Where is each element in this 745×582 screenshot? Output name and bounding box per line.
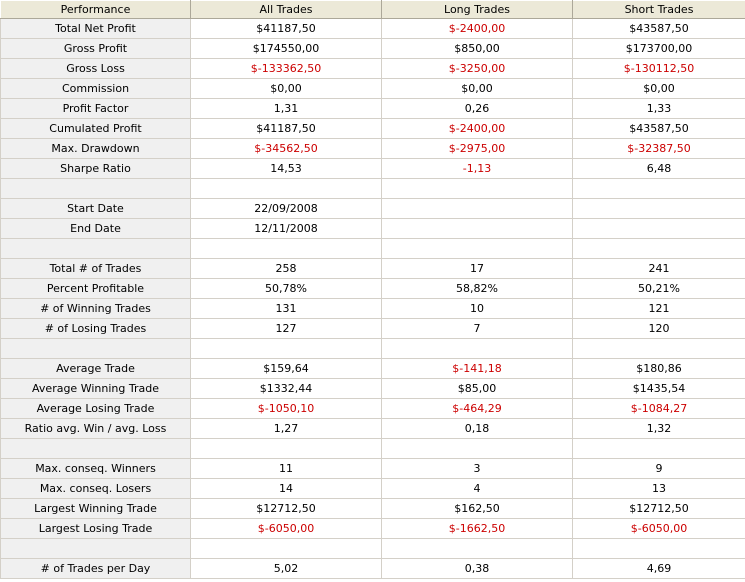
all-trades-cell: 1,31 [191,99,382,119]
long-trades-cell: $-2400,00 [382,119,573,139]
table-row[interactable] [1,139,745,159]
row-label [1,239,191,259]
short-trades-cell [573,539,745,559]
row-label: Largest Winning Trade [1,499,191,519]
table-row[interactable] [1,259,745,279]
row-label: Percent Profitable [1,279,191,299]
row-label: Largest Losing Trade [1,519,191,539]
row-label: Cumulated Profit [1,119,191,139]
table-row[interactable] [1,339,745,359]
short-trades-cell: 9 [573,459,745,479]
table-row[interactable] [1,39,745,59]
long-trades-cell [382,439,573,459]
all-trades-cell: $1332,44 [191,379,382,399]
row-label: Total # of Trades [1,259,191,279]
long-trades-cell: 0,26 [382,99,573,119]
table-row[interactable] [1,459,745,479]
short-trades-cell: 120 [573,319,745,339]
table-row[interactable] [1,419,745,439]
row-label: Start Date [1,199,191,219]
all-trades-cell [191,239,382,259]
all-trades-cell: $-133362,50 [191,59,382,79]
short-trades-cell: 4,69 [573,559,745,579]
long-trades-cell: 0,18 [382,419,573,439]
row-label: Total Net Profit [1,19,191,39]
all-trades-cell: $41187,50 [191,119,382,139]
table-row[interactable] [1,279,745,299]
all-trades-cell: $0,00 [191,79,382,99]
long-trades-cell: 58,82% [382,279,573,299]
short-trades-cell: $173700,00 [573,39,745,59]
column-header-long-trades[interactable]: Long Trades [382,1,573,19]
long-trades-cell: 17 [382,259,573,279]
long-trades-cell: $-3250,00 [382,59,573,79]
all-trades-cell: $159,64 [191,359,382,379]
row-label: # of Trades per Day [1,559,191,579]
short-trades-cell: 50,21% [573,279,745,299]
all-trades-cell: 131 [191,299,382,319]
row-label: Commission [1,79,191,99]
table-row[interactable] [1,239,745,259]
all-trades-cell: $12712,50 [191,499,382,519]
column-header-all-trades[interactable]: All Trades [191,1,382,19]
table-row[interactable] [1,519,745,539]
row-label [1,179,191,199]
long-trades-cell: -1,13 [382,159,573,179]
long-trades-cell [382,539,573,559]
all-trades-cell: 11 [191,459,382,479]
long-trades-cell: 7 [382,319,573,339]
row-label [1,439,191,459]
all-trades-cell: 258 [191,259,382,279]
long-trades-cell [382,339,573,359]
long-trades-cell: $-1662,50 [382,519,573,539]
short-trades-cell: 6,48 [573,159,745,179]
column-header-performance[interactable]: Performance [1,1,191,19]
long-trades-cell: $850,00 [382,39,573,59]
all-trades-cell [191,179,382,199]
short-trades-cell [573,339,745,359]
row-label: Average Winning Trade [1,379,191,399]
row-label [1,339,191,359]
row-label: Average Trade [1,359,191,379]
table-body [1,19,745,579]
short-trades-cell: 121 [573,299,745,319]
row-label: Gross Profit [1,39,191,59]
long-trades-cell [382,199,573,219]
short-trades-cell: 1,32 [573,419,745,439]
all-trades-cell: 14,53 [191,159,382,179]
table-row[interactable] [1,79,745,99]
table-row[interactable] [1,439,745,459]
short-trades-cell: $-32387,50 [573,139,745,159]
long-trades-cell: $162,50 [382,499,573,519]
short-trades-cell: $-1084,27 [573,399,745,419]
short-trades-cell [573,179,745,199]
table-row[interactable] [1,559,745,579]
short-trades-cell [573,219,745,239]
table-row[interactable] [1,379,745,399]
all-trades-cell: 127 [191,319,382,339]
table-row[interactable] [1,59,745,79]
row-label: Gross Loss [1,59,191,79]
row-label: Max. conseq. Winners [1,459,191,479]
long-trades-cell: $-2975,00 [382,139,573,159]
table-row[interactable] [1,319,745,339]
short-trades-cell: 241 [573,259,745,279]
row-label: Max. conseq. Losers [1,479,191,499]
short-trades-cell [573,439,745,459]
table-row[interactable] [1,539,745,559]
header-row [1,1,745,19]
long-trades-cell: $-141,18 [382,359,573,379]
all-trades-cell: $174550,00 [191,39,382,59]
table-row[interactable] [1,359,745,379]
long-trades-cell [382,239,573,259]
all-trades-cell: 12/11/2008 [191,219,382,239]
table-row[interactable] [1,179,745,199]
table-row[interactable] [1,119,745,139]
long-trades-cell: $0,00 [382,79,573,99]
short-trades-cell: $-130112,50 [573,59,745,79]
table-row[interactable] [1,499,745,519]
long-trades-cell: 0,38 [382,559,573,579]
row-label: Sharpe Ratio [1,159,191,179]
long-trades-cell: 4 [382,479,573,499]
all-trades-cell: 50,78% [191,279,382,299]
short-trades-cell [573,239,745,259]
short-trades-cell: $180,86 [573,359,745,379]
table-row[interactable] [1,99,745,119]
row-label: # of Losing Trades [1,319,191,339]
long-trades-cell [382,179,573,199]
row-label: End Date [1,219,191,239]
table-row[interactable] [1,159,745,179]
row-label: Average Losing Trade [1,399,191,419]
short-trades-cell: $12712,50 [573,499,745,519]
long-trades-cell: 10 [382,299,573,319]
all-trades-cell: $-1050,10 [191,399,382,419]
row-label: Profit Factor [1,99,191,119]
long-trades-cell: $-2400,00 [382,19,573,39]
row-label: Max. Drawdown [1,139,191,159]
long-trades-cell [382,219,573,239]
short-trades-cell [573,199,745,219]
short-trades-cell: $0,00 [573,79,745,99]
table-row[interactable] [1,19,745,39]
row-label: Ratio avg. Win / avg. Loss [1,419,191,439]
short-trades-cell: $43587,50 [573,19,745,39]
all-trades-cell [191,339,382,359]
table-row[interactable] [1,199,745,219]
all-trades-cell: 14 [191,479,382,499]
short-trades-cell: $43587,50 [573,119,745,139]
short-trades-cell: 13 [573,479,745,499]
all-trades-cell: 1,27 [191,419,382,439]
short-trades-cell: $1435,54 [573,379,745,399]
all-trades-cell: 5,02 [191,559,382,579]
table-row[interactable] [1,399,745,419]
all-trades-cell [191,539,382,559]
all-trades-cell: $-6050,00 [191,519,382,539]
short-trades-cell: 1,33 [573,99,745,119]
all-trades-cell: 22/09/2008 [191,199,382,219]
table-row[interactable] [1,299,745,319]
row-label: # of Winning Trades [1,299,191,319]
all-trades-cell: $-34562,50 [191,139,382,159]
all-trades-cell [191,439,382,459]
long-trades-cell: 3 [382,459,573,479]
long-trades-cell: $-464,29 [382,399,573,419]
column-header-short-trades[interactable]: Short Trades [573,1,745,19]
row-label [1,539,191,559]
short-trades-cell: $-6050,00 [573,519,745,539]
table-row[interactable] [1,219,745,239]
all-trades-cell: $41187,50 [191,19,382,39]
long-trades-cell: $85,00 [382,379,573,399]
table-row[interactable] [1,479,745,499]
